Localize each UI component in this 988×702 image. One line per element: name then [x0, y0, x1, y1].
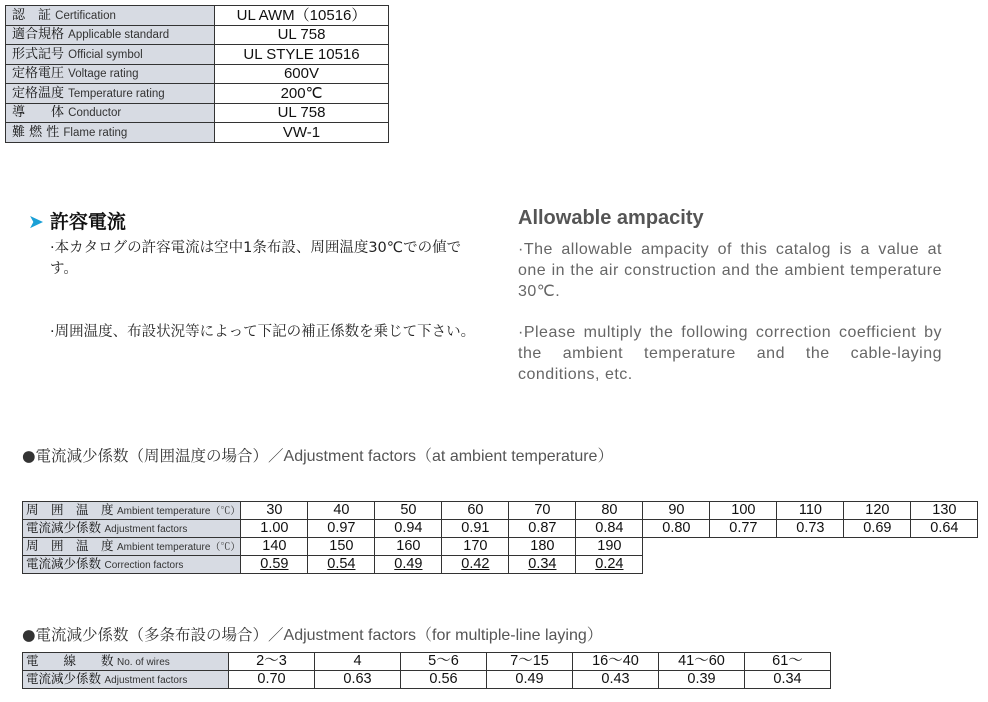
cert-label-jp: 形式記号 — [12, 46, 65, 62]
cert-label-en: Conductor — [68, 107, 122, 119]
table-cell: 0.70 — [229, 671, 315, 689]
table-cell: 150 — [308, 538, 375, 556]
table-cell: 2〜3 — [229, 653, 315, 671]
table-cell: 5〜6 — [401, 653, 487, 671]
row-label-jp: 電流減少係数 — [26, 671, 102, 686]
adj-temp-title-en: Adjustment factors（at ambient temperature） — [283, 448, 614, 465]
ampacity-para2-en: ·Please multiply the following correction coefficient by the ambient temperature and the cable-laying conditions, etc. — [518, 324, 942, 383]
table-cell: 170 — [442, 538, 509, 556]
row-label-jp: 電流減少係数 — [26, 556, 102, 571]
table-row — [23, 556, 978, 574]
cert-label — [6, 103, 215, 123]
cert-label-jp: 導 体 — [12, 105, 65, 120]
cert-label-en: Flame rating — [63, 126, 128, 139]
empty-cell — [911, 556, 978, 574]
table-cell: 0.97 — [308, 520, 375, 538]
table-cell: 110 — [777, 502, 844, 520]
cert-row — [6, 25, 389, 45]
cert-label — [6, 84, 215, 104]
empty-cell — [643, 538, 710, 556]
empty-cell — [911, 538, 978, 556]
table-cell: 0.42 — [442, 556, 509, 574]
table-row — [23, 502, 978, 520]
table-cell: 0.80 — [643, 520, 710, 538]
row-label-en: Adjustment factors — [104, 675, 188, 686]
row-label-en: Adjustment factors — [104, 524, 188, 535]
certification-table — [5, 5, 389, 143]
row-label — [23, 671, 229, 689]
cert-label — [6, 45, 215, 65]
cert-label-en: Temperature rating — [68, 87, 165, 100]
table-cell: 0.77 — [710, 520, 777, 538]
table-row — [23, 520, 978, 538]
table-cell: 60 — [442, 502, 509, 520]
cert-value: VW-1 — [215, 123, 389, 143]
row-label — [23, 502, 241, 520]
cert-label — [6, 25, 215, 45]
table-cell: 0.91 — [442, 520, 509, 538]
cert-label — [6, 6, 215, 26]
row-label — [23, 520, 241, 538]
ampacity-para2-jp: ·周囲温度、布設状況等によって下記の補正係数を乗じて下さい。 — [50, 324, 476, 340]
adj-wires-table — [22, 652, 831, 689]
arrow-icon: ➤ — [28, 211, 44, 233]
cert-label-en: Official symbol — [68, 48, 143, 61]
row-label — [23, 556, 241, 574]
table-cell: 61〜 — [745, 653, 831, 671]
row-label-en: Ambient temperature（℃） — [117, 542, 241, 553]
ampacity-para1-jp: ·本カタログの許容電流は空中1条布設、周囲温度30℃での値です。 — [50, 240, 462, 277]
table-cell: 4 — [315, 653, 401, 671]
table-cell: 160 — [375, 538, 442, 556]
cert-label-jp: 難 燃 性 — [12, 124, 60, 140]
cert-label — [6, 64, 215, 84]
empty-cell — [777, 538, 844, 556]
row-label-jp: 電 線 数 — [26, 653, 114, 668]
adj-wires-title-jp: ●電流減少係数（多条布設の場合）／ — [22, 626, 284, 644]
empty-cell — [643, 556, 710, 574]
table-cell: 0.24 — [576, 556, 643, 574]
table-cell: 0.34 — [509, 556, 576, 574]
empty-cell — [777, 556, 844, 574]
row-label-jp: 電流減少係数 — [26, 520, 102, 535]
table-cell: 0.54 — [308, 556, 375, 574]
table-cell: 70 — [509, 502, 576, 520]
empty-cell — [844, 538, 911, 556]
cert-label-en: Certification — [55, 9, 116, 22]
table-cell: 0.43 — [573, 671, 659, 689]
cert-row — [6, 45, 389, 65]
cert-value: UL 758 — [215, 103, 389, 123]
table-cell: 0.56 — [401, 671, 487, 689]
table-cell: 0.69 — [844, 520, 911, 538]
adj-temp-title-jp: ●電流減少係数（周囲温度の場合）／ — [22, 447, 284, 465]
adj-wires-title — [22, 622, 603, 645]
table-row — [23, 671, 831, 689]
table-cell: 40 — [308, 502, 375, 520]
cert-row — [6, 64, 389, 84]
table-cell: 120 — [844, 502, 911, 520]
row-label-jp: 周 囲 温 度 — [26, 538, 114, 553]
cert-row — [6, 123, 389, 143]
table-cell: 0.59 — [241, 556, 308, 574]
table-cell: 140 — [241, 538, 308, 556]
row-label-jp: 周 囲 温 度 — [26, 502, 114, 517]
table-cell: 0.49 — [375, 556, 442, 574]
table-cell: 190 — [576, 538, 643, 556]
cert-label-jp: 適合規格 — [12, 27, 65, 42]
row-label-en: Ambient temperature（℃） — [117, 506, 241, 517]
cert-label-jp: 定格温度 — [12, 85, 65, 101]
cert-row — [6, 103, 389, 123]
table-cell: 0.87 — [509, 520, 576, 538]
cert-value: UL STYLE 10516 — [215, 45, 389, 65]
table-cell: 0.94 — [375, 520, 442, 538]
cert-value: 200℃ — [215, 84, 389, 104]
table-cell: 0.34 — [745, 671, 831, 689]
ampacity-title-jp — [28, 207, 126, 234]
cert-value: 600V — [215, 64, 389, 84]
cert-label-jp: 定格電圧 — [12, 66, 65, 81]
adj-wires-title-en: Adjustment factors（for multiple-line laying） — [283, 627, 603, 644]
adj-temp-title — [22, 443, 613, 466]
cert-label-en: Applicable standard — [68, 29, 170, 41]
table-row — [23, 538, 978, 556]
table-row — [23, 653, 831, 671]
row-label — [23, 653, 229, 671]
table-cell: 0.39 — [659, 671, 745, 689]
ampacity-para1-en: ·The allowable ampacity of this catalog is a value at one in the air construction and the ambient temperature 30℃. — [518, 241, 942, 300]
table-cell: 90 — [643, 502, 710, 520]
cert-value: UL 758 — [215, 25, 389, 45]
empty-cell — [844, 556, 911, 574]
cert-value: UL AWM（10516） — [215, 6, 389, 26]
empty-cell — [710, 556, 777, 574]
row-label — [23, 538, 241, 556]
empty-cell — [710, 538, 777, 556]
table-cell: 100 — [710, 502, 777, 520]
row-label-en: No. of wires — [117, 657, 170, 668]
adj-temp-table — [22, 501, 978, 574]
table-cell: 1.00 — [241, 520, 308, 538]
ampacity-title-jp-text: 許容電流 — [49, 211, 126, 233]
table-cell: 0.84 — [576, 520, 643, 538]
cert-row — [6, 6, 389, 26]
table-cell: 130 — [911, 502, 978, 520]
cert-label-jp: 認 証 — [12, 7, 52, 23]
table-cell: 0.73 — [777, 520, 844, 538]
cert-row — [6, 84, 389, 104]
table-cell: 41〜60 — [659, 653, 745, 671]
table-cell: 7〜15 — [487, 653, 573, 671]
table-cell: 50 — [375, 502, 442, 520]
ampacity-title-en: Allowable ampacity — [518, 207, 704, 229]
table-cell: 16〜40 — [573, 653, 659, 671]
table-cell: 30 — [241, 502, 308, 520]
table-cell: 0.64 — [911, 520, 978, 538]
cert-label — [6, 123, 215, 143]
cert-label-en: Voltage rating — [68, 68, 139, 80]
table-cell: 0.63 — [315, 671, 401, 689]
table-cell: 180 — [509, 538, 576, 556]
table-cell: 80 — [576, 502, 643, 520]
row-label-en: Correction factors — [104, 560, 184, 571]
table-cell: 0.49 — [487, 671, 573, 689]
